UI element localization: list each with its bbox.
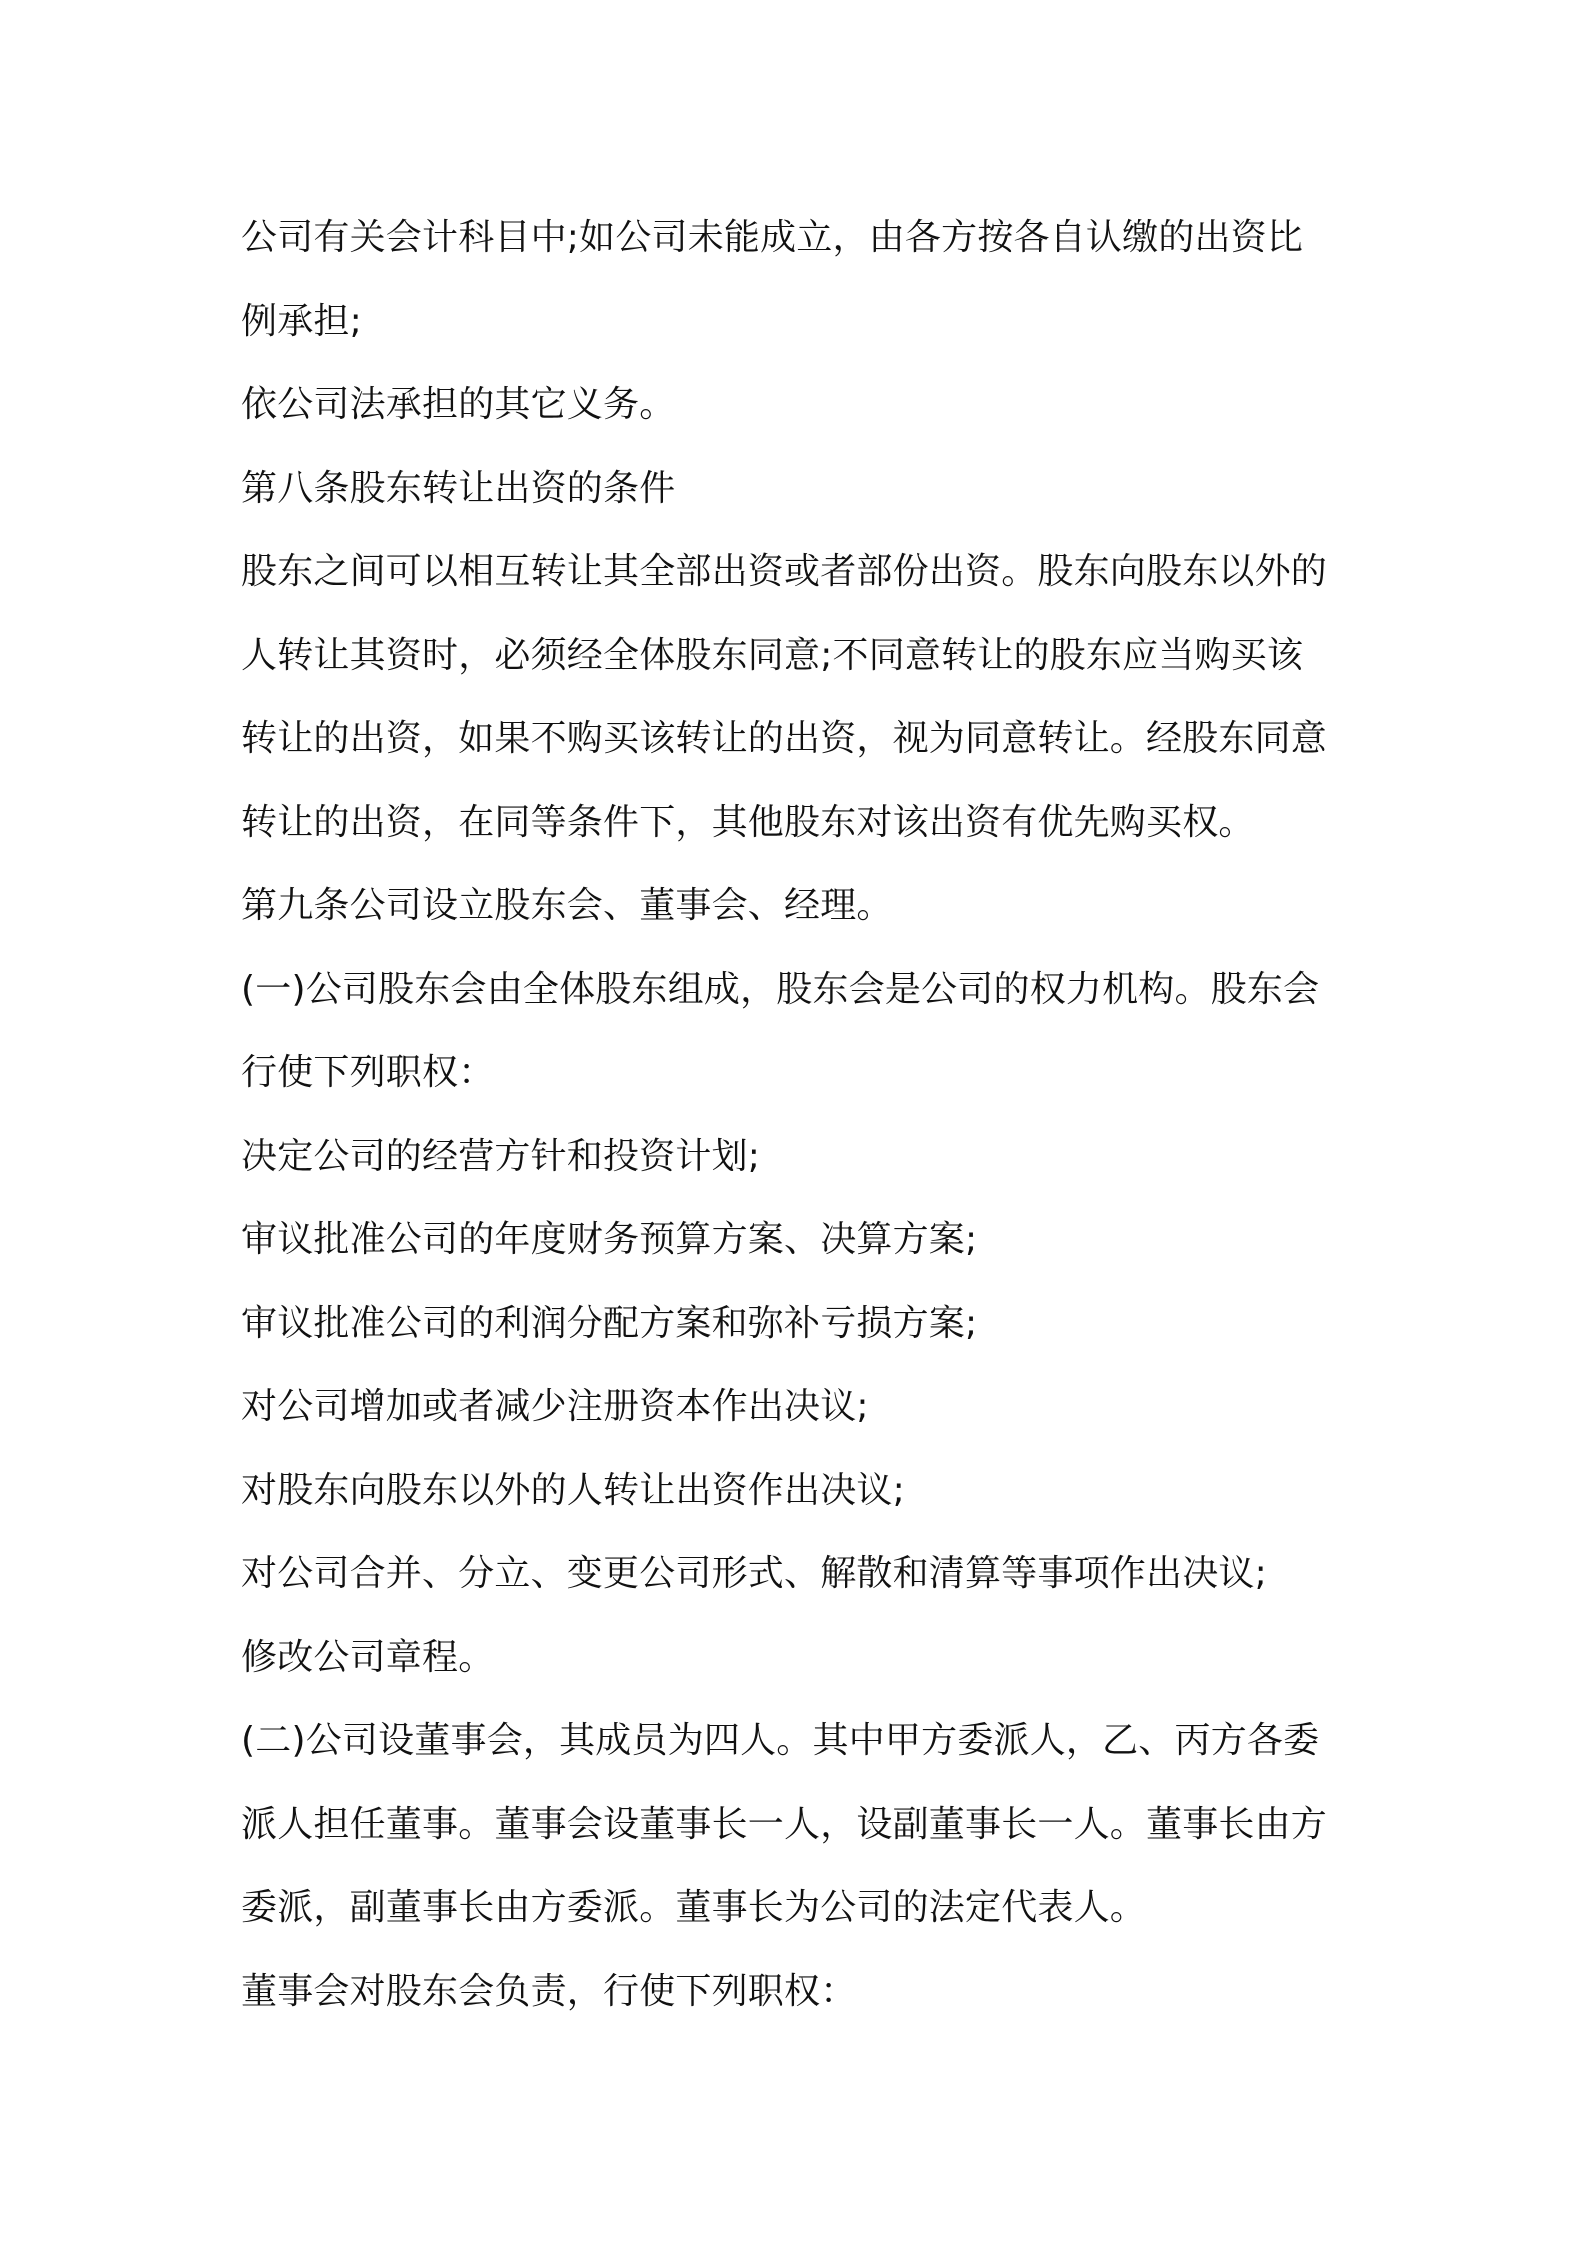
text-line: 人转让其资时，必须经全体股东同意;不同意转让的股东应当购买该 <box>241 634 1304 676</box>
text-line: 例承担; <box>241 300 362 342</box>
text-line: 依公司法承担的其它义务。 <box>241 384 676 425</box>
text-line: 转让的出资，如果不购买该转让的出资，视为同意转让。经股东同意 <box>241 718 1328 759</box>
article-heading: 第八条股东转让出资的条件 <box>241 467 676 509</box>
text-line: (二)公司设董事会，其成员为四人。其中甲方委派人，乙、丙方各委 <box>241 1720 1320 1761</box>
text-line: 委派，副董事长由方委派。董事长为公司的法定代表人。 <box>241 1887 1147 1928</box>
list-item: 对公司增加或者减少注册资本作出决议; <box>241 1386 869 1427</box>
text-line: 转让的出资，在同等条件下，其他股东对该出资有优先购买权。 <box>241 801 1255 843</box>
text-line: 股东之间可以相互转让其全部出资或者部份出资。股东向股东以外的 <box>241 551 1328 592</box>
list-item: 对股东向股东以外的人转让出资作出决议; <box>241 1469 905 1511</box>
list-item: 审议批准公司的利润分配方案和弥补亏损方案; <box>241 1302 978 1344</box>
text-line: 公司有关会计科目中;如公司未能成立，由各方按各自认缴的出资比 <box>241 217 1304 258</box>
list-item: 审议批准公司的年度财务预算方案、决算方案; <box>241 1219 978 1260</box>
article-heading: 第九条公司设立股东会、董事会、经理。 <box>241 885 893 926</box>
list-item: 对公司合并、分立、变更公司形式、解散和清算等事项作出决议; <box>241 1553 1267 1594</box>
text-line: 董事会对股东会负责，行使下列职权： <box>241 1970 857 2012</box>
text-line: (一)公司股东会由全体股东组成，股东会是公司的权力机构。股东会 <box>241 968 1320 1010</box>
document-body <box>241 196 1361 2033</box>
text-line: 行使下列职权： <box>241 1052 495 1093</box>
list-item: 决定公司的经营方针和投资计划; <box>241 1135 761 1177</box>
list-item: 修改公司章程。 <box>241 1636 495 1678</box>
text-line: 派人担任董事。董事会设董事长一人，设副董事长一人。董事长由方 <box>241 1803 1328 1845</box>
